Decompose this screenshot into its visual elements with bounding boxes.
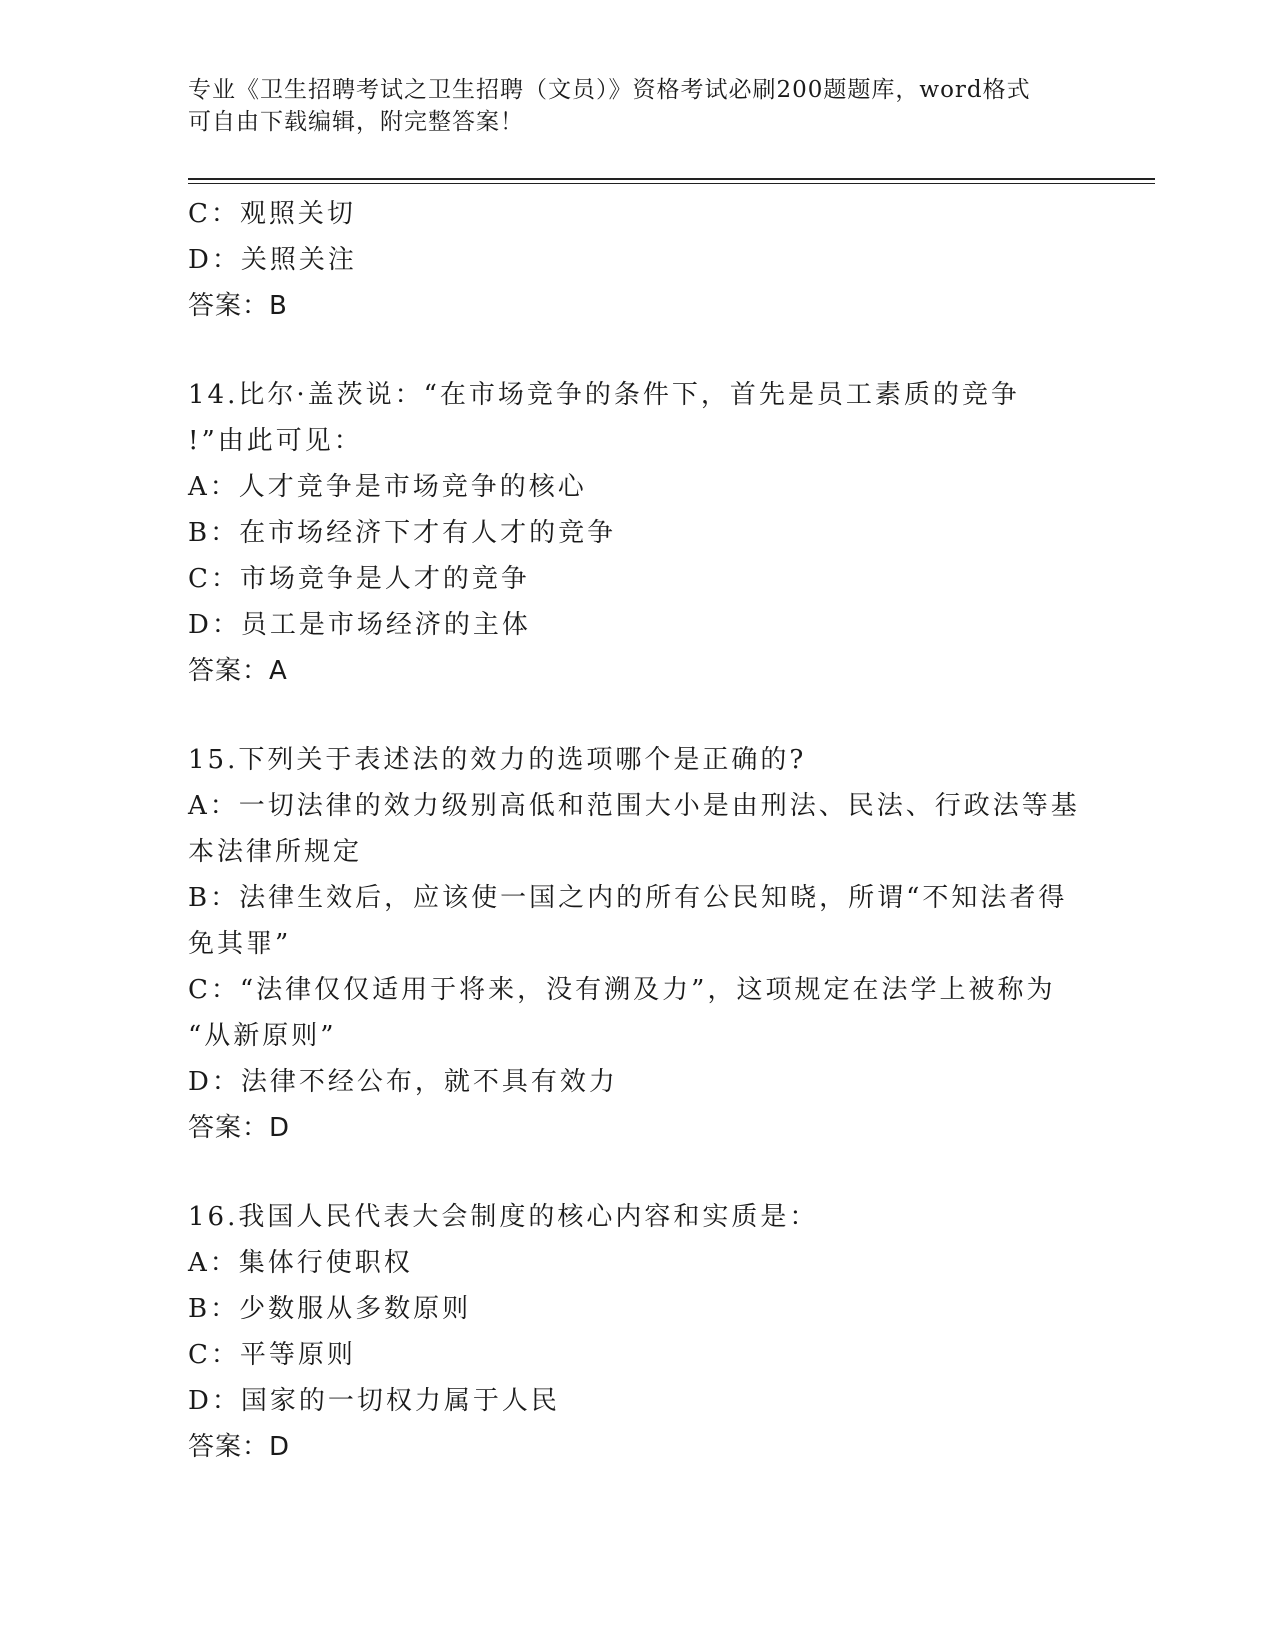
question-text: !”由此可见： [188, 426, 363, 456]
question-text: 14.比尔·盖茨说：“在市场竞争的条件下，首先是员工素质的竞争 [188, 380, 1020, 410]
option-c: C：观照关切 [188, 199, 356, 229]
question-text: 16.我国人民代表大会制度的核心内容和实质是： [188, 1202, 819, 1232]
question-text: 15.下列关于表述法的效力的选项哪个是正确的? [188, 745, 807, 775]
option-b: B：少数服从多数原则 [188, 1294, 472, 1324]
header-line-1: 专业《卫生招聘考试之卫生招聘（文员）》资格考试必刷200题题库，word格式 [188, 77, 1031, 103]
option-c: C：市场竞争是人才的竞争 [188, 564, 530, 594]
option-a: A：集体行使职权 [188, 1248, 413, 1278]
question-content [188, 191, 1088, 1470]
option-b: B：法律生效后，应该使一国之内的所有公民知晓，所谓“不知法者得 [188, 883, 1068, 913]
option-b-cont: 免其罪” [188, 929, 292, 959]
option-c: C：平等原则 [188, 1340, 356, 1370]
option-d: D：国家的一切权力属于人民 [188, 1386, 560, 1416]
answer: 答案：A [188, 656, 288, 686]
question-16 [188, 1194, 1088, 1470]
question-14 [188, 372, 1088, 694]
option-d: D：法律不经公布，就不具有效力 [188, 1067, 618, 1097]
option-b: B：在市场经济下才有人才的竞争 [188, 518, 617, 548]
option-a: A：人才竞争是市场竞争的核心 [188, 472, 587, 502]
question-13-fragment [188, 191, 1088, 329]
option-c: C：“法律仅仅适用于将来，没有溯及力”，这项规定在法学上被称为 [188, 975, 1056, 1005]
page-header [188, 74, 1088, 138]
option-d: D：员工是市场经济的主体 [188, 610, 531, 640]
header-line-2: 可自由下载编辑，附完整答案！ [188, 109, 524, 135]
option-a: A：一切法律的效力级别高低和范围大小是由刑法、民法、行政法等基 [188, 791, 1080, 821]
answer: 答案：D [188, 1432, 291, 1462]
question-15 [188, 737, 1088, 1151]
answer: 答案：B [188, 291, 288, 321]
answer: 答案：D [188, 1113, 291, 1143]
option-a-cont: 本法律所规定 [188, 837, 363, 867]
header-rule-thin [188, 183, 1155, 184]
option-d: D：关照关注 [188, 245, 357, 275]
option-c-cont: “从新原则” [188, 1021, 337, 1051]
header-rule-thick [188, 178, 1155, 180]
